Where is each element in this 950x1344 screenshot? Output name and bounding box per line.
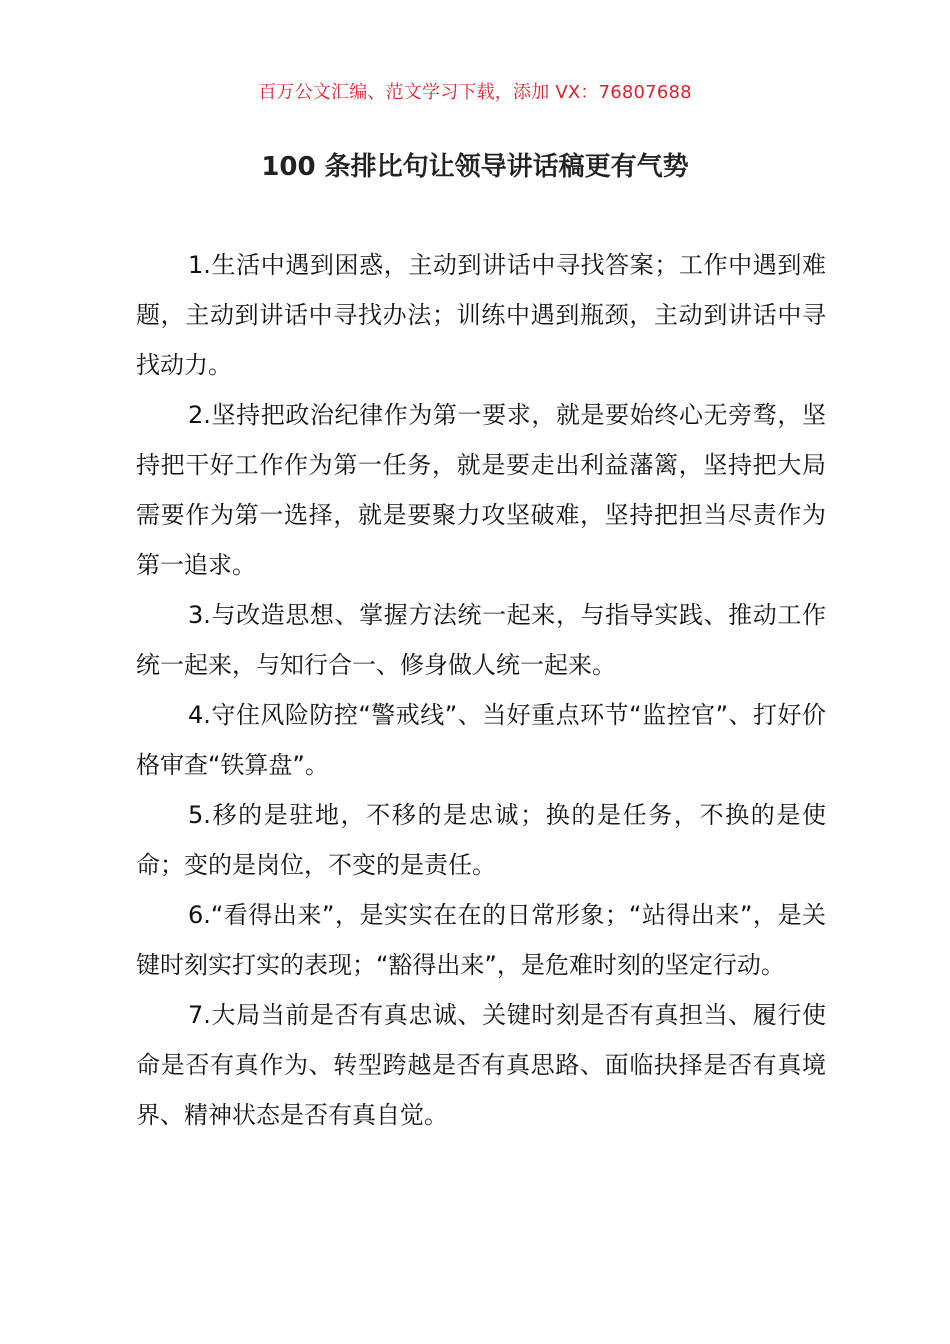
document-body bbox=[136, 240, 826, 1140]
paragraph-2: 2.坚持把政治纪律作为第一要求，就是要始终心无旁骛，坚持把干好工作作为第一任务，就是要走出利益藩篱，坚持把大局需要作为第一选择，就是要聚力攻坚破难，坚持把担当尽责作为第一追求。 bbox=[136, 401, 826, 579]
paragraph-5: 5.移的是驻地，不移的是忠诚；换的是任务，不换的是使命；变的是岗位，不变的是责任。 bbox=[136, 801, 826, 879]
paragraph-7: 7.大局当前是否有真忠诚、关键时刻是否有真担当、履行使命是否有真作为、转型跨越是否有真思路、面临抉择是否有真境界、精神状态是否有真自觉。 bbox=[136, 1001, 826, 1129]
paragraph-4: 4.守住风险防控“警戒线”、当好重点环节“监控官”、打好价格审查“铁算盘”。 bbox=[136, 701, 826, 779]
paragraph-6: 6.“看得出来”，是实实在在的日常形象；“站得出来”，是关键时刻实打实的表现；“豁得出来”，是危难时刻的坚定行动。 bbox=[136, 901, 826, 979]
document-title: 100 条排比句让领导讲话稿更有气势 bbox=[261, 152, 689, 182]
paragraph-1: 1.生活中遇到困惑，主动到讲话中寻找答案；工作中遇到难题，主动到讲话中寻找办法；训练中遇到瓶颈，主动到讲话中寻找动力。 bbox=[136, 251, 826, 379]
header-banner: 百万公文汇编、范文学习下载，添加 VX：76807688 bbox=[258, 82, 692, 103]
paragraph-3: 3.与改造思想、掌握方法统一起来，与指导实践、推动工作统一起来，与知行合一、修身做人统一起来。 bbox=[136, 601, 826, 679]
